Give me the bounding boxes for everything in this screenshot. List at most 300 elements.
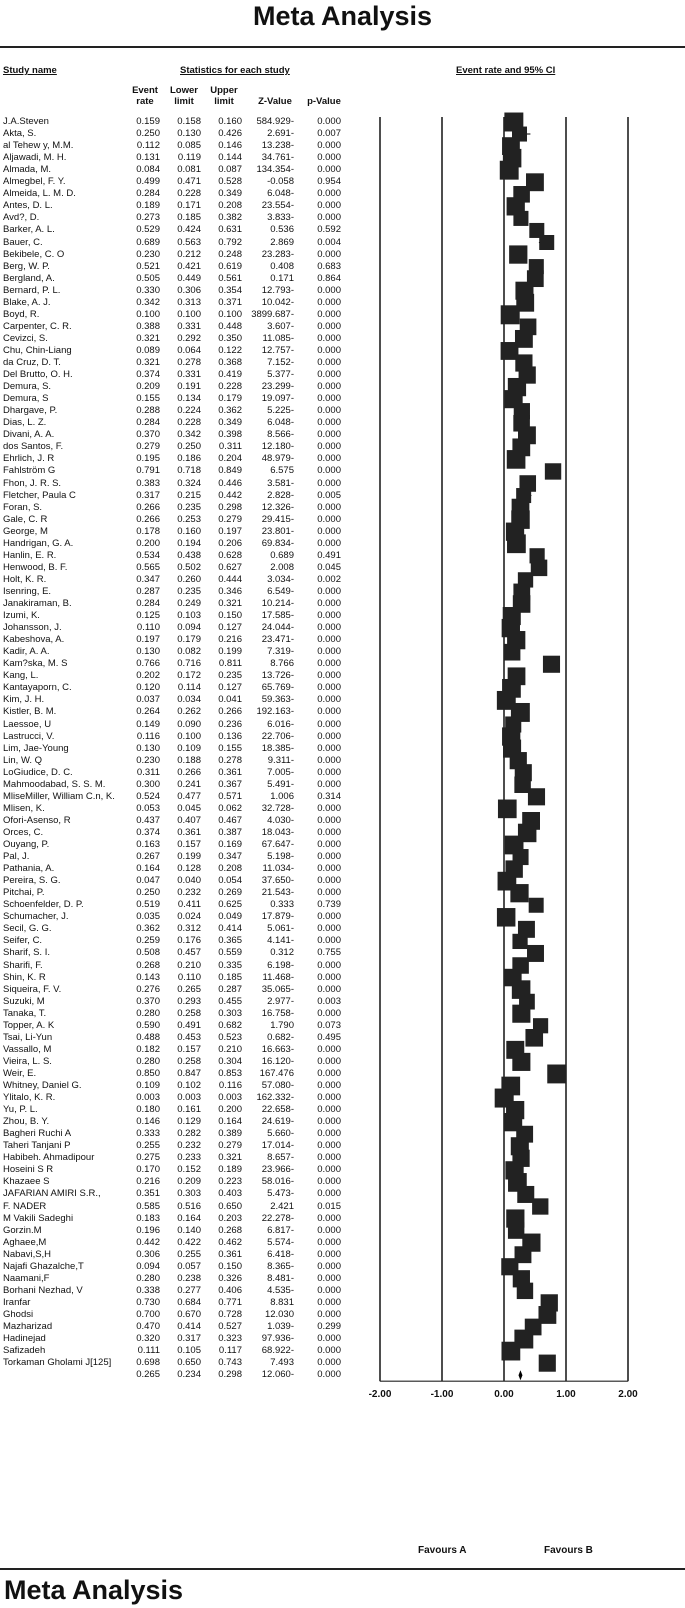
- z-value: 6.418-: [267, 1248, 294, 1260]
- p-value: 0.005: [317, 489, 341, 501]
- upper-limit-value: 0.127: [218, 682, 242, 694]
- upper-limit-value: 0.406: [218, 1284, 242, 1296]
- p-value: 0.004: [317, 236, 341, 248]
- lower-limit-value: 0.161: [177, 1104, 201, 1116]
- p-value: 0.592: [317, 224, 341, 236]
- study-name: Schoenfelder, D. P.: [3, 899, 84, 911]
- upper-limit-value: 0.268: [218, 1224, 242, 1236]
- study-marker: [539, 235, 554, 250]
- lower-limit-value: 0.160: [177, 525, 201, 537]
- event-rate-value: 0.321: [136, 357, 160, 368]
- z-value: 10.214-: [261, 598, 294, 609]
- study-name: Tsai, Li-Yun: [3, 1031, 53, 1043]
- p-value: 0.000: [317, 1236, 341, 1248]
- event-rate-value: 0.003: [136, 1092, 160, 1104]
- p-value: 0.864: [317, 272, 341, 284]
- study-name: Fahlström G: [3, 465, 56, 477]
- study-name: Akta, S.: [3, 128, 37, 140]
- lower-limit-value: 0.262: [177, 706, 201, 718]
- event-rate-value: 0.534: [136, 549, 160, 561]
- p-value: 0.045: [317, 561, 341, 573]
- z-value: 12.326-: [261, 501, 294, 513]
- lower-limit-value: 0.103: [177, 610, 201, 622]
- event-rate-value: 0.280: [136, 1055, 160, 1067]
- event-rate-value: 0.333: [136, 1128, 160, 1140]
- study-name: Johansson, J.: [3, 622, 62, 634]
- event-rate-value: 0.268: [136, 959, 160, 971]
- p-value: 0.000: [317, 1357, 341, 1369]
- study-marker: [513, 211, 528, 226]
- study-name: Aghaee,M: [3, 1236, 47, 1248]
- upper-limit-value: 0.179: [218, 393, 242, 405]
- event-rate-value: 0.306: [136, 1248, 160, 1260]
- z-value: 22.706-: [261, 730, 294, 742]
- plot-title: Event rate and 95% CI: [456, 65, 556, 76]
- study-marker: [512, 1005, 530, 1023]
- study-name: Ylitalo, K. R.: [3, 1092, 56, 1104]
- event-rate-value: 0.084: [136, 164, 160, 176]
- z-value: 6.198-: [267, 959, 294, 971]
- z-value: 69.834-: [261, 537, 294, 549]
- p-value: 0.000: [317, 393, 341, 405]
- lower-limit-value: 0.317: [177, 1333, 201, 1345]
- lower-limit-value: 0.199: [177, 851, 201, 863]
- event-rate-value: 0.437: [136, 814, 160, 826]
- p-value: 0.683: [317, 260, 341, 272]
- event-rate-value: 0.216: [136, 1176, 160, 1188]
- lower-limit-value: 0.210: [177, 959, 201, 971]
- lower-limit-value: 0.185: [177, 212, 201, 224]
- study-name: Kam?ska, M. S: [3, 658, 68, 670]
- lower-limit-value: 0.188: [177, 754, 201, 766]
- event-rate-value: 0.342: [136, 296, 160, 308]
- lower-limit-value: 0.024: [177, 911, 201, 923]
- upper-limit-value: 0.350: [218, 332, 242, 344]
- study-name: Mazharizad: [3, 1321, 53, 1332]
- upper-limit-value: 0.403: [218, 1188, 242, 1200]
- event-rate-value: 0.275: [136, 1152, 160, 1164]
- study-name: Ghodsi: [3, 1308, 34, 1320]
- z-value: 23.471-: [261, 634, 294, 646]
- event-rate-value: 0.116: [136, 730, 160, 742]
- z-value: 11.468-: [262, 971, 294, 983]
- study-name: Secil, G. G.: [3, 923, 52, 935]
- study-name: George, M: [3, 525, 48, 537]
- z-value: 162.332-: [256, 1092, 294, 1104]
- study-marker: [509, 245, 527, 263]
- lower-limit-value: 0.152: [177, 1164, 201, 1176]
- p-value: 0.000: [317, 935, 341, 947]
- z-value: 7.152-: [267, 357, 294, 368]
- z-value: 0.312: [270, 947, 294, 959]
- event-rate-value: 0.230: [136, 754, 160, 766]
- event-rate-value: 0.488: [136, 1031, 160, 1043]
- event-rate-value: 0.182: [136, 1043, 160, 1055]
- study-name: Schumacher, J.: [3, 911, 69, 923]
- p-value: 0.000: [317, 513, 341, 525]
- lower-limit-value: 0.158: [177, 116, 201, 127]
- p-value: 0.000: [317, 814, 341, 826]
- event-rate-value: 0.300: [136, 778, 160, 790]
- upper-limit-value: 0.849: [218, 465, 242, 477]
- upper-limit-value: 0.100: [218, 308, 242, 320]
- upper-limit-value: 0.628: [218, 549, 242, 561]
- p-value: 0.000: [317, 284, 341, 296]
- lower-limit-value: 0.090: [177, 718, 201, 730]
- z-value: 8.831: [270, 1296, 294, 1308]
- p-value: 0.000: [317, 585, 341, 597]
- study-name: Habibeh. Ahmadipour: [3, 1152, 95, 1164]
- upper-limit-value: 0.298: [218, 501, 242, 513]
- footer-title: Meta Analysis: [4, 1575, 184, 1605]
- p-value: 0.000: [317, 525, 341, 537]
- lower-limit-value: 0.491: [177, 1019, 201, 1031]
- event-rate-value: 0.698: [136, 1357, 160, 1369]
- p-value: 0.000: [317, 863, 341, 875]
- z-value: 24.044-: [261, 622, 294, 634]
- lower-limit-value: 0.114: [177, 682, 201, 694]
- p-value: 0.000: [317, 212, 341, 224]
- lower-limit-value: 0.140: [177, 1224, 201, 1236]
- z-value: 2.977-: [267, 995, 294, 1007]
- lower-limit-value: 0.209: [177, 1176, 201, 1188]
- event-rate-value: 0.529: [136, 224, 160, 236]
- z-value: 0.171: [270, 272, 294, 284]
- upper-limit-value: 0.728: [218, 1308, 242, 1320]
- p-value: 0.954: [317, 176, 341, 188]
- study-name: dos Santos, F.: [3, 441, 64, 453]
- event-rate-value: 0.159: [136, 116, 160, 127]
- study-name: Vieira, L. S.: [3, 1055, 52, 1067]
- lower-limit-value: 0.282: [177, 1128, 201, 1140]
- study-name: Kantayaporn, C.: [3, 682, 72, 694]
- z-value: 3.581-: [267, 477, 294, 489]
- lower-limit-value: 0.186: [177, 453, 201, 465]
- p-value: 0.000: [317, 465, 341, 477]
- upper-limit-value: 0.248: [218, 248, 242, 260]
- upper-limit-value: 0.116: [218, 1080, 242, 1091]
- p-value: 0.000: [317, 164, 341, 176]
- z-value: 17.014-: [261, 1140, 294, 1152]
- study-name: MliseMiller, William C.n, K.: [3, 790, 115, 802]
- study-name: Aljawadi, M. H.: [3, 152, 67, 164]
- z-value: 67.647-: [261, 839, 294, 850]
- z-value: 34.761-: [261, 152, 294, 164]
- event-rate-value: 0.255: [136, 1140, 160, 1152]
- lower-limit-value: 0.082: [177, 646, 201, 658]
- p-value: 0.000: [317, 718, 341, 730]
- p-value: 0.000: [317, 622, 341, 634]
- lower-limit-value: 0.179: [177, 634, 201, 646]
- study-name: Cevizci, S.: [3, 332, 48, 344]
- z-value: 0.333: [270, 899, 294, 911]
- event-rate-value: 0.519: [136, 899, 160, 911]
- z-value: 57.080-: [261, 1080, 294, 1091]
- z-value: 24.619-: [261, 1116, 294, 1128]
- p-value: 0.000: [317, 1128, 341, 1140]
- lower-limit-value: 0.265: [177, 983, 201, 995]
- upper-limit-value: 0.208: [218, 200, 242, 212]
- p-value: 0.000: [317, 1260, 341, 1272]
- lower-limit-value: 0.235: [177, 585, 201, 597]
- study-name: Gorzin.M: [3, 1224, 42, 1236]
- z-value: 13.238-: [261, 140, 294, 152]
- upper-limit-value: 0.323: [218, 1333, 242, 1345]
- event-rate-value: 0.125: [136, 610, 160, 622]
- event-rate-value: 0.505: [136, 272, 160, 284]
- z-value-header: Z-Value: [258, 96, 292, 107]
- upper-limit-value: 0.199: [218, 646, 242, 658]
- event-rate-value: 0.143: [136, 971, 160, 983]
- upper-limit-value: 0.223: [218, 1176, 242, 1188]
- p-value: 0.000: [317, 826, 341, 838]
- p-value: 0.000: [317, 983, 341, 995]
- event-rate-value: 0.197: [136, 634, 160, 646]
- study-name: Bagheri Ruchi A: [3, 1128, 72, 1140]
- upper-limit-value: 0.278: [218, 754, 242, 766]
- upper-limit-value: 0.210: [218, 1043, 242, 1055]
- lower-limit-value: 0.424: [177, 224, 201, 236]
- study-name: Naamani,F: [3, 1272, 50, 1284]
- study-name: Dhargave, P.: [3, 405, 58, 417]
- lower-limit-value: 0.292: [177, 332, 201, 344]
- lower-limit-value: 0.293: [177, 995, 201, 1007]
- lower-limit-value: 0.157: [177, 1043, 201, 1055]
- lower-limit-value: 0.228: [177, 188, 201, 200]
- lower-limit-value: 0.057: [177, 1260, 201, 1272]
- event-rate-value: 0.590: [136, 1019, 160, 1031]
- event-rate-value: 0.149: [136, 718, 160, 730]
- p-value: 0.491: [317, 549, 341, 561]
- upper-limit-value: 0.387: [218, 826, 242, 838]
- z-value: 2.008: [270, 561, 294, 573]
- lower-limit-value: 0.266: [177, 766, 201, 778]
- study-marker: [497, 908, 516, 927]
- event-rate-value: 0.284: [136, 188, 160, 200]
- z-value: 23.801-: [261, 525, 294, 537]
- z-value: 2.421: [270, 1200, 294, 1212]
- p-value: 0.000: [317, 1164, 341, 1176]
- event-rate-value: 0.130: [136, 646, 160, 658]
- p-value: 0.000: [317, 887, 341, 899]
- z-value: 17.879-: [261, 911, 294, 923]
- p-value: 0.000: [317, 344, 341, 356]
- p-value: 0.000: [317, 1043, 341, 1055]
- upper-limit-value: 0.206: [218, 537, 242, 549]
- z-value: 3.833-: [267, 212, 294, 224]
- event-rate-value: 0.170: [136, 1164, 160, 1176]
- study-name: M Vakili Sadeghi: [3, 1212, 74, 1224]
- upper-limit-value: 0.527: [218, 1321, 242, 1332]
- study-name: Safizadeh: [3, 1345, 46, 1357]
- upper-limit-value: 0.349: [218, 417, 242, 429]
- study-name: Shin, K. R: [3, 971, 46, 983]
- lower-limit-value: 0.249: [177, 598, 201, 609]
- z-value: 7.493: [270, 1357, 294, 1369]
- upper-limit-value: 0.361: [218, 1248, 242, 1260]
- p-value: 0.003: [317, 995, 341, 1007]
- p-value: 0.000: [317, 742, 341, 754]
- z-value: 5.660-: [267, 1128, 294, 1140]
- z-value: 32.728-: [261, 802, 294, 814]
- lower-limit-value: 0.235: [177, 501, 201, 513]
- z-value: 5.225-: [267, 405, 294, 417]
- lower-limit-value: 0.045: [177, 802, 201, 814]
- study-name: Lim, Jae-Young: [3, 742, 69, 754]
- study-name: Siqueira, F. V.: [3, 983, 62, 995]
- z-value: 12.030: [264, 1308, 294, 1320]
- lower-limit-value: 0.100: [177, 308, 201, 320]
- study-name: JAFARIAN AMIRI S.R.,: [3, 1188, 101, 1200]
- page-title: Meta Analysis: [252, 1, 433, 31]
- upper-limit-value: 0.631: [218, 224, 242, 236]
- study-name: Bernard, P. L.: [3, 284, 61, 296]
- p-value: 0.000: [317, 369, 341, 381]
- p-value: 0.015: [317, 1200, 341, 1212]
- lower-limit-value: 0.313: [177, 296, 201, 308]
- study-name: Orces, C.: [3, 826, 44, 838]
- study-name: Tanaka, T.: [3, 1007, 47, 1019]
- lower-limit-value: 0.438: [177, 549, 201, 561]
- event-rate-value: 0.112: [136, 140, 160, 152]
- event-rate-value: 0.053: [136, 802, 160, 814]
- z-value: 6.575: [270, 465, 294, 477]
- study-name: Bergland, A.: [3, 272, 55, 284]
- event-rate-value: 0.311: [136, 766, 160, 778]
- upper-limit-value: 0.203: [218, 1212, 242, 1224]
- event-rate-value: 0.250: [136, 128, 160, 140]
- upper-limit-value: 0.204: [218, 453, 242, 465]
- upper-limit-value: 0.117: [218, 1345, 242, 1357]
- z-value: 5.198-: [267, 851, 294, 863]
- lower-limit-value: 0.172: [177, 670, 201, 682]
- study-name: Janakiraman, B.: [3, 598, 72, 609]
- bottom-divider: [0, 1568, 685, 1570]
- upper-limit-value: 0.189: [218, 1164, 242, 1176]
- lower-limit-value: 0.342: [177, 429, 201, 441]
- upper-limit-value: 0.335: [218, 959, 242, 971]
- upper-limit-value: 0.347: [218, 851, 242, 863]
- lower-limit-value: 0.094: [177, 622, 201, 634]
- p-value: 0.299: [317, 1321, 341, 1332]
- upper-limit-value: 0.235: [218, 670, 242, 682]
- lower-limit-value: 0.258: [177, 1007, 201, 1019]
- p-value: 0.000: [317, 332, 341, 344]
- event-rate-value: 0.209: [136, 381, 160, 393]
- event-rate-value: 0.259: [136, 935, 160, 947]
- study-marker: [512, 934, 527, 949]
- study-name: Laessoe, U: [3, 718, 52, 730]
- z-value: 65.769-: [261, 682, 294, 694]
- upper-limit-value: 0.266: [218, 706, 242, 718]
- study-marker: [539, 1355, 556, 1372]
- upper-limit-value: 0.571: [218, 790, 242, 802]
- p-value: 0.000: [317, 1067, 341, 1079]
- p-value: 0.495: [317, 1031, 341, 1043]
- p-value: 0.000: [317, 959, 341, 971]
- p-value: 0.000: [317, 851, 341, 863]
- upper-limit-value: 0.146: [218, 140, 242, 152]
- z-value: 16.663-: [261, 1043, 294, 1055]
- x-tick-label: 1.00: [556, 1389, 576, 1401]
- study-name: Khazaee S: [3, 1176, 50, 1188]
- upper-limit-value: 0.122: [218, 344, 242, 356]
- study-name: Ouyang, P.: [3, 839, 50, 850]
- p-value: 0.000: [317, 1284, 341, 1296]
- p-value-header: p-Value: [307, 96, 341, 107]
- z-value: 6.048-: [267, 417, 294, 429]
- upper-limit-value: 0.062: [218, 802, 242, 814]
- upper-limit-value: 0.150: [218, 1260, 242, 1272]
- upper-limit-value: 0.743: [218, 1357, 242, 1369]
- p-value: 0.000: [317, 1152, 341, 1164]
- p-value: 0.000: [317, 1080, 341, 1091]
- event-rate-value: 0.183: [136, 1212, 160, 1224]
- z-value: 23.283-: [261, 248, 294, 260]
- lower-limit-value: 0.164: [177, 1212, 201, 1224]
- study-name: Bauer, C.: [3, 236, 43, 248]
- lower-limit-value: 0.102: [177, 1080, 201, 1091]
- event-rate-value: 0.250: [136, 887, 160, 899]
- study-marker: [498, 800, 517, 819]
- upper-limit-value: 0.682: [218, 1019, 242, 1031]
- lower-limit-value: 0.331: [177, 369, 201, 381]
- p-value: 0.000: [317, 1092, 341, 1104]
- z-value: 11.085-: [262, 332, 294, 344]
- z-value: 2.828-: [267, 489, 294, 501]
- statistics-header: Statistics for each study: [180, 65, 290, 76]
- lower-limit-value: 0.471: [177, 176, 201, 188]
- upper-limit-value: 0.185: [218, 971, 242, 983]
- z-value: 18.043-: [261, 826, 294, 838]
- upper-limit-value: 0.650: [218, 1200, 242, 1212]
- study-name: da Cruz, D. T.: [3, 357, 61, 368]
- event-rate-value: 0.196: [136, 1224, 160, 1236]
- p-value: 0.000: [317, 730, 341, 742]
- z-value: 11.034-: [262, 863, 294, 875]
- z-value: 6.048-: [267, 188, 294, 200]
- z-value: 8.566-: [267, 429, 294, 441]
- lower-limit-value: 0.324: [177, 477, 201, 489]
- study-marker: [504, 644, 521, 661]
- event-rate-value: 0.279: [136, 441, 160, 453]
- z-value: 167.476: [259, 1067, 294, 1079]
- lower-limit-value: 0.238: [177, 1272, 201, 1284]
- lower-limit-value: 0.277: [177, 1284, 201, 1296]
- z-value: 6.549-: [267, 585, 294, 597]
- p-value: 0.000: [317, 417, 341, 429]
- p-value: 0.000: [317, 357, 341, 368]
- upper-limit-value: 0.414: [218, 923, 242, 935]
- p-value: 0.000: [317, 610, 341, 622]
- event-rate-value: 0.284: [136, 417, 160, 429]
- z-value: 48.979-: [261, 453, 294, 465]
- lower-limit-value: 0.407: [177, 814, 201, 826]
- study-name: Kim, J. H.: [3, 694, 45, 706]
- study-marker: [512, 1053, 530, 1071]
- z-value: 16.758-: [261, 1007, 294, 1019]
- event-rate-value: 0.189: [136, 200, 160, 212]
- z-value: 59.363-: [261, 694, 294, 706]
- study-marker: [517, 1283, 533, 1299]
- study-name: Torkaman Gholami J[125]: [3, 1357, 112, 1369]
- lower-limit-value: 0.129: [177, 1116, 201, 1128]
- lower-limit-value: 0.157: [177, 839, 201, 850]
- upper-limit-value: 0.269: [218, 887, 242, 899]
- study-marker: [527, 945, 544, 962]
- study-name: Boyd, R.: [3, 308, 40, 320]
- study-name: Seifer, C.: [3, 935, 43, 947]
